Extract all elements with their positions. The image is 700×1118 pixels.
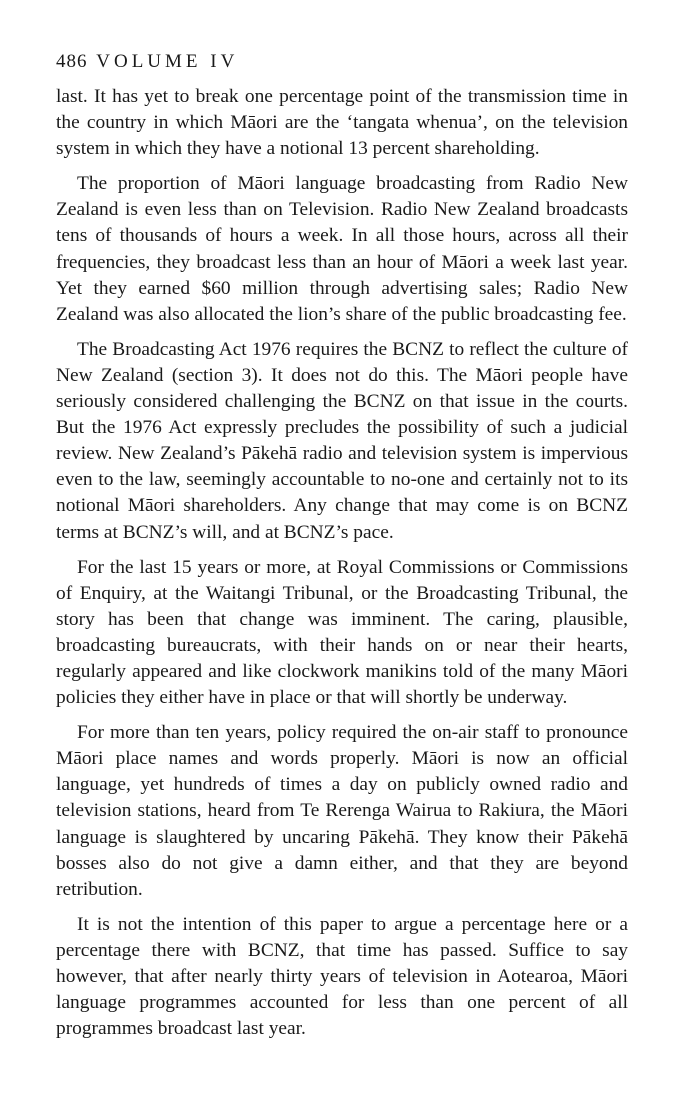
page-number: 486 — [56, 51, 88, 72]
paragraph-4: For the last 15 years or more, at Royal Commissions or Commissions of Enquiry, at the Waitangi Tribunal, or the Broadcasting Tribunal, the story has been that change was imminent. The caring, plausible, broadcasting bureaucrats, with their hands on or near their hearts, regularly appeared and like clockwork manikins told of the many Māori policies they either have in place or that will shortly be underway. — [56, 556, 628, 709]
paragraph-6: It is not the intention of this paper to argue a percentage here or a percentage there with BCNZ, that time has passed. Suffice to say however, that after nearly thirty years of television in Aotearoa, Māori language programmes accounted for less than one percent of all programmes broadcast last year. — [56, 913, 628, 1040]
paragraph-3: The Broadcasting Act 1976 requires the BCNZ to reflect the culture of New Zealand (section 3). It does not do this. The Māori people have seriously considered challenging the BCNZ on that issue in the courts. But the 1976 Act expressly precludes the possibility of such a judicial review. New Zealand’s Pākehā radio and television system is impervious even to the law, seemingly accountable to no-one and certainly not to its notional Māori shareholders. Any change that may come is on BCNZ terms at BCNZ’s will, and at BCNZ’s pace. — [56, 338, 628, 543]
running-title: VOLUME IV — [96, 51, 239, 72]
paragraph-5: For more than ten years, policy required the on-air staff to pronounce Māori place names and words properly. Māori is now an official language, yet hundreds of times a day on publicly owned radio and television stations, heard from Te Rerenga Wairua to Rakiura, the Māori language is slaughtered by uncaring Pākehā. They know their Pākehā bosses also do not give a damn either, and that they are beyond retribution. — [56, 722, 628, 900]
paragraph-1: last. It has yet to break one percentage point of the transmission time in the country in which Māori are the ‘tangata whenua’, on the television system in which they have a notional 13 percent shareholding. — [56, 86, 628, 160]
running-head — [56, 48, 628, 76]
paragraph-2: The proportion of Māori language broadcasting from Radio New Zealand is even less than on Television. Radio New Zealand broadcasts tens of thousands of hours a week. In all those hours, across all their frequencies, they broadcast less than an hour of Māori a week last year. Yet they earned $60 million through advertising sales; Radio New Zealand was also allocated the lion’s share of the public broadcasting fee. — [56, 173, 628, 325]
book-page — [56, 48, 628, 1051]
